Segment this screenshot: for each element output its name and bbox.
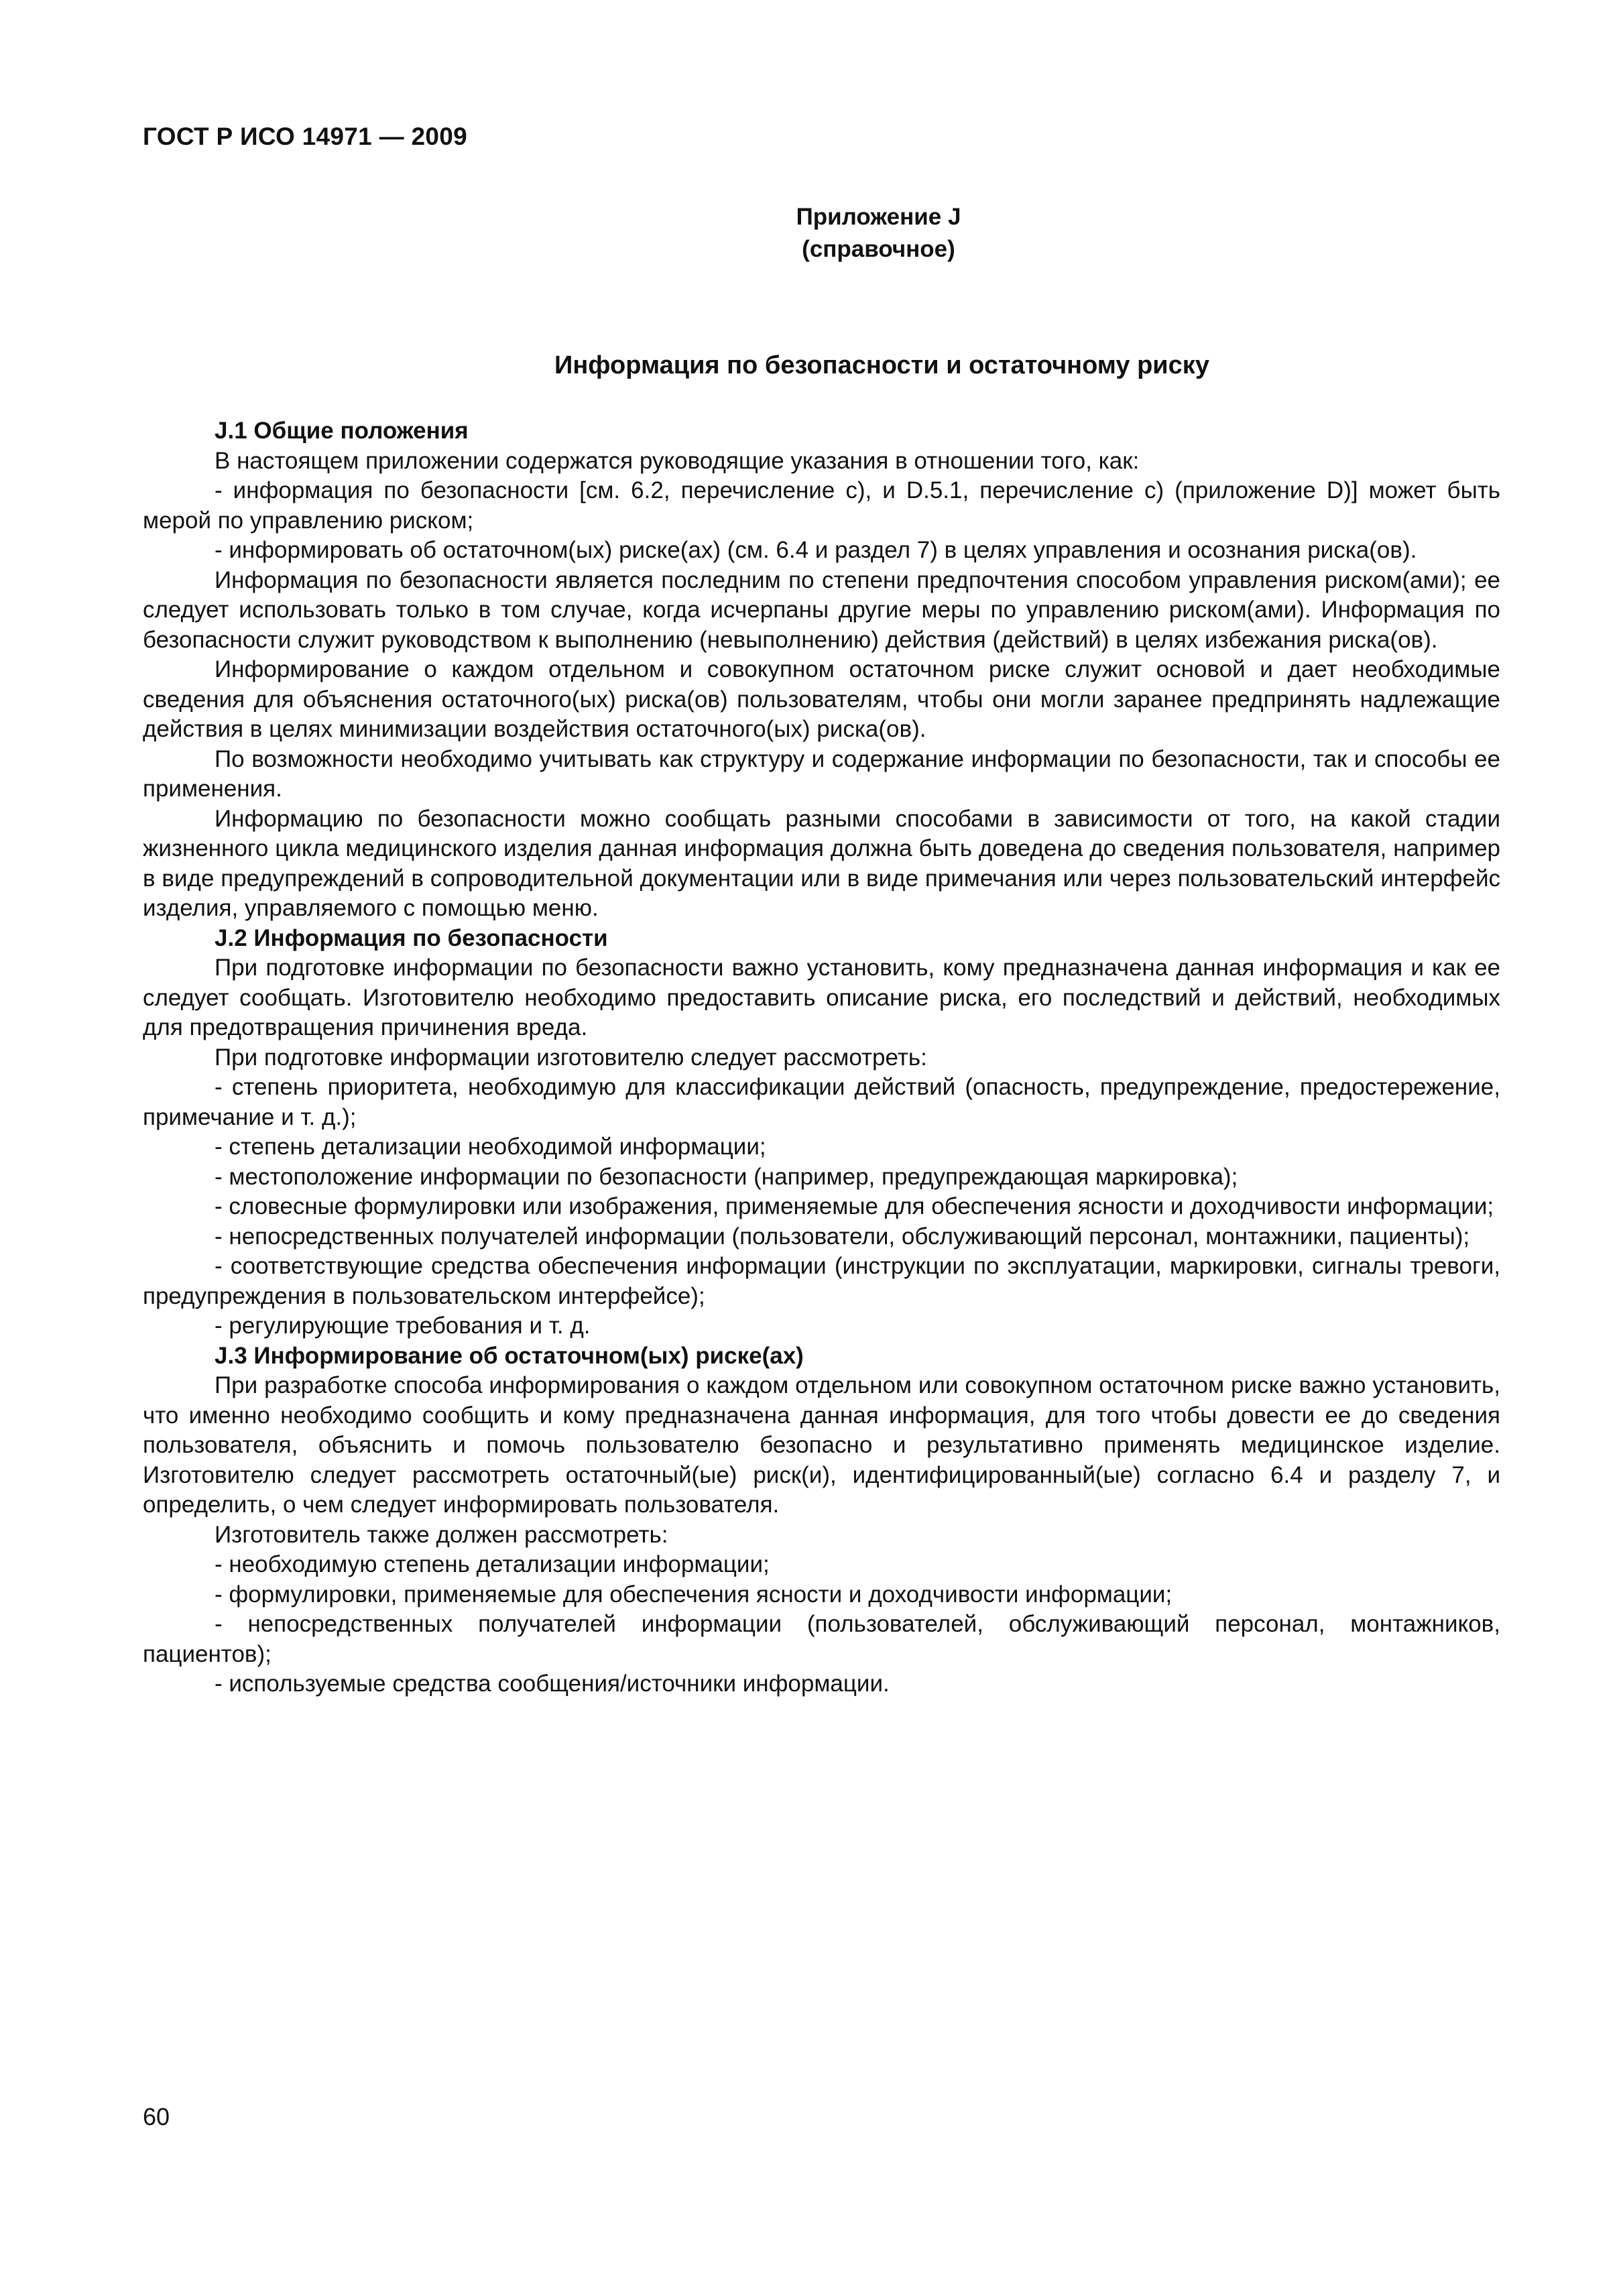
paragraph: В настоящем приложении содержатся руководящие указания в отношении того, как:	[215, 447, 1140, 474]
annex-type: (справочное)	[802, 236, 955, 262]
paragraph: При подготовке информации изготовителю следует рассмотреть:	[215, 1044, 927, 1071]
paragraph: - соответствующие средства обеспечения информации (инструкции по эксплуатации, маркировки, сигналы тревоги, предупреждения в пользовательском интерфейсе);	[143, 1253, 1500, 1309]
paragraph: - необходимую степень детализации информации;	[215, 1551, 770, 1577]
paragraph: - местоположение информации по безопасности (например, предупреждающая маркировка);	[215, 1163, 1238, 1190]
document-title	[0, 351, 1623, 380]
paragraph: Информирование о каждом отдельном и совокупном остаточном риске служит основой и дает необходимые сведения для объяснения остаточного(ых) риска(ов) пользователям, чтобы они могли заранее предпринять надлежащие действия в целях минимизации воздействия остаточного(ых) риска(ов).	[143, 656, 1500, 742]
paragraph: - степень детализации необходимой информации;	[215, 1134, 766, 1160]
paragraph: Информацию по безопасности можно сообщать разными способами в зависимости от того, на какой стадии жизненного цикла медицинского изделия данная информация должна быть доведена до сведения пользователя, например в виде предупреждений в сопроводительной документации или в виде примечания или через пользовательский интерфейс изделия, управляемого с помощью меню.	[143, 805, 1500, 921]
paragraph: - используемые средства сообщения/источники информации.	[215, 1671, 890, 1697]
document-title-text: Информация по безопасности и остаточному риску	[554, 351, 1209, 379]
paragraph: - регулирующие требования и т. д.	[215, 1313, 591, 1339]
section-heading: J.2 Информация по безопасности	[215, 924, 608, 951]
paragraph: Изготовитель также должен рассмотреть:	[215, 1521, 668, 1548]
paragraph: - непосредственных получателей информации (пользователи, обслуживающий персонал, монтажники, пациенты);	[215, 1223, 1470, 1250]
annex-heading	[0, 201, 1623, 265]
paragraph: По возможности необходимо учитывать как структуру и содержание информации по безопасности, так и способы ее применения.	[143, 745, 1500, 802]
paragraph: При разработке способа информирования о каждом отдельном или совокупном остаточном риске важно установить, что именно необходимо сообщить и кому предназначена данная информация, для того чтобы довести ее до сведения пользователя, объяснить и помочь пользователю безопасно и результативно применять медицинское изделие. Изготовителю следует рассмотреть остаточный(ые) риск(и), идентифицированный(ые) согласно 6.4 и разделу 7, и определить, о чем следует информировать пользователя.	[143, 1372, 1500, 1518]
paragraph: - информация по безопасности [см. 6.2, перечисление c), и D.5.1, перечисление c) (приложение D)] может быть мерой по управлению риском;	[143, 477, 1500, 534]
standard-code-header: ГОСТ Р ИСО 14971 — 2009	[143, 123, 468, 150]
section-heading: J.3 Информирование об остаточном(ых) риске(ах)	[215, 1342, 804, 1369]
paragraph: - словесные формулировки или изображения, применяемые для обеспечения ясности и доходчивости информации;	[215, 1193, 1494, 1219]
page-number: 60	[143, 2103, 170, 2130]
paragraph: Информация по безопасности является последним по степени предпочтения способом управления риском(ами); ее следует использовать только в том случае, когда исчерпаны другие меры по управлению риском(ами). Информация по безопасности служит руководством к выполнению (невыполнению) действия (действий) в целях избежания риска(ов).	[143, 566, 1500, 653]
paragraph: - непосредственных получателей информации (пользователей, обслуживающий персонал, монтажников, пациентов);	[143, 1611, 1500, 1667]
paragraph: - формулировки, применяемые для обеспечения ясности и доходчивости информации;	[215, 1581, 1173, 1608]
annex-label: Приложение J	[796, 204, 961, 230]
body-text	[143, 416, 1500, 1699]
section-heading: J.1 Общие положения	[215, 418, 469, 444]
paragraph: - информировать об остаточном(ых) риске(ах) (см. 6.4 и раздел 7) в целях управления и осознания риска(ов).	[215, 537, 1417, 563]
paragraph: При подготовке информации по безопасности важно установить, кому предназначена данная информация и как ее следует сообщать. Изготовителю необходимо предоставить описание риска, его последствий и действий, необходимых для предотвращения причинения вреда.	[143, 955, 1500, 1040]
paragraph: - степень приоритета, необходимую для классификации действий (опасность, предупреждение, предостережение, примечание и т. д.);	[143, 1074, 1500, 1130]
